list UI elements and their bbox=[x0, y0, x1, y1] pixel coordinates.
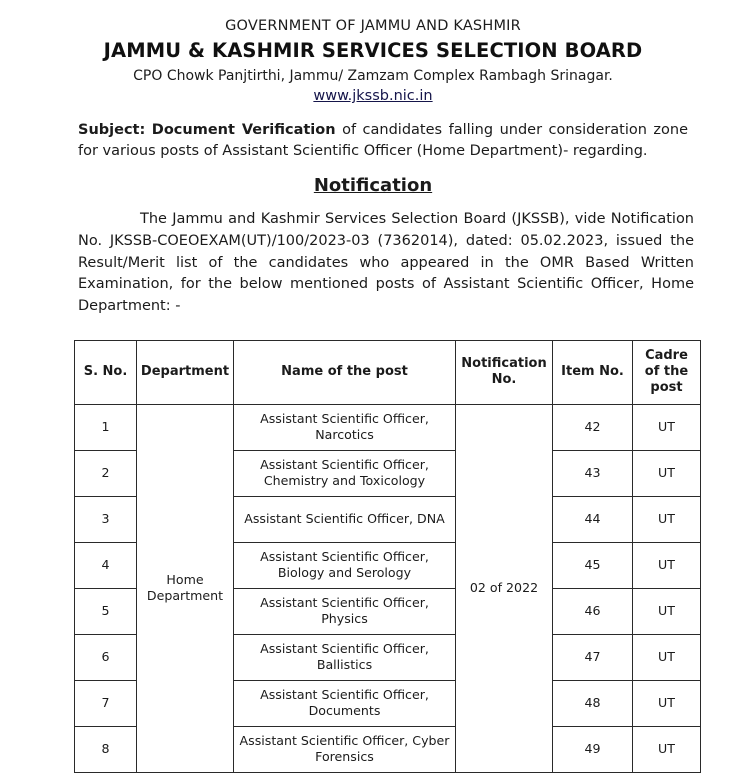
table-row bbox=[75, 404, 701, 450]
cell-cadre: UT bbox=[633, 450, 701, 496]
cell-cadre: UT bbox=[633, 588, 701, 634]
cell-post: Assistant Scientific Officer, Physics bbox=[234, 588, 456, 634]
cell-post: Assistant Scientific Officer, Cyber Forensics bbox=[234, 726, 456, 772]
cell-notification-merged: 02 of 2022 bbox=[456, 404, 553, 772]
cell-post: Assistant Scientific Officer, Ballistics bbox=[234, 634, 456, 680]
cell-cadre: UT bbox=[633, 634, 701, 680]
board-name: JAMMU & KASHMIR SERVICES SELECTION BOARD bbox=[103, 39, 643, 62]
column-header-cadre: Cadre of the post bbox=[633, 340, 701, 404]
cell-item-no: 48 bbox=[553, 680, 633, 726]
cell-item-no: 49 bbox=[553, 726, 633, 772]
column-header-notification-no: Notification No. bbox=[456, 340, 553, 404]
posts-table bbox=[74, 340, 701, 773]
cell-sno: 6 bbox=[75, 634, 137, 680]
cell-sno: 3 bbox=[75, 496, 137, 542]
cell-item-no: 45 bbox=[553, 542, 633, 588]
cell-post: Assistant Scientific Officer, Documents bbox=[234, 680, 456, 726]
office-address: CPO Chowk Panjtirthi, Jammu/ Zamzam Complex Rambagh Srinagar. bbox=[133, 68, 613, 84]
cell-post: Assistant Scientific Officer, Narcotics bbox=[234, 404, 456, 450]
cell-cadre: UT bbox=[633, 680, 701, 726]
subject-rest: of candidates falling under consideration zone for various posts of Assistant Scientific Officer (Home Department)- regarding. bbox=[78, 122, 689, 159]
cell-sno: 5 bbox=[75, 588, 137, 634]
subject-highlight: Document Verification bbox=[151, 122, 336, 138]
column-header-item-no: Item No. bbox=[553, 340, 633, 404]
subject-block bbox=[0, 120, 746, 161]
column-header-post: Name of the post bbox=[234, 340, 456, 404]
cell-post: Assistant Scientific Officer, DNA bbox=[234, 496, 456, 542]
column-header-sno: S. No. bbox=[75, 340, 137, 404]
cell-cadre: UT bbox=[633, 404, 701, 450]
cell-sno: 4 bbox=[75, 542, 137, 588]
cell-post: Assistant Scientific Officer, Biology and Serology bbox=[234, 542, 456, 588]
cell-sno: 8 bbox=[75, 726, 137, 772]
document-header bbox=[0, 0, 746, 104]
cell-item-no: 43 bbox=[553, 450, 633, 496]
subject-label: Subject: bbox=[78, 122, 146, 138]
cell-item-no: 47 bbox=[553, 634, 633, 680]
cell-department-merged: Home Department bbox=[137, 404, 234, 772]
cell-cadre: UT bbox=[633, 726, 701, 772]
government-line: GOVERNMENT OF JAMMU AND KASHMIR bbox=[225, 18, 521, 34]
cell-cadre: UT bbox=[633, 542, 701, 588]
table-header-row bbox=[75, 340, 701, 404]
cell-item-no: 46 bbox=[553, 588, 633, 634]
body-paragraph-text: The Jammu and Kashmir Services Selection Board (JKSSB), vide Notification No. JKSSB-COEOEXAM(UT)/100/2023-03 (7362014), dated: 05.02.2023, issued the Result/Merit list of the candidates who appeared in the OMR Based Written Examination, for the below mentioned posts of Assistant Scientific Officer, Home Department: - bbox=[78, 211, 694, 315]
column-header-department: Department bbox=[137, 340, 234, 404]
cell-item-no: 44 bbox=[553, 496, 633, 542]
website-link[interactable]: www.jkssb.nic.in bbox=[313, 88, 433, 104]
cell-sno: 2 bbox=[75, 450, 137, 496]
cell-item-no: 42 bbox=[553, 404, 633, 450]
cell-sno: 1 bbox=[75, 404, 137, 450]
cell-cadre: UT bbox=[633, 496, 701, 542]
notification-title: Notification bbox=[313, 175, 433, 197]
body-paragraph bbox=[0, 209, 746, 318]
cell-sno: 7 bbox=[75, 680, 137, 726]
cell-post: Assistant Scientific Officer, Chemistry and Toxicology bbox=[234, 450, 456, 496]
